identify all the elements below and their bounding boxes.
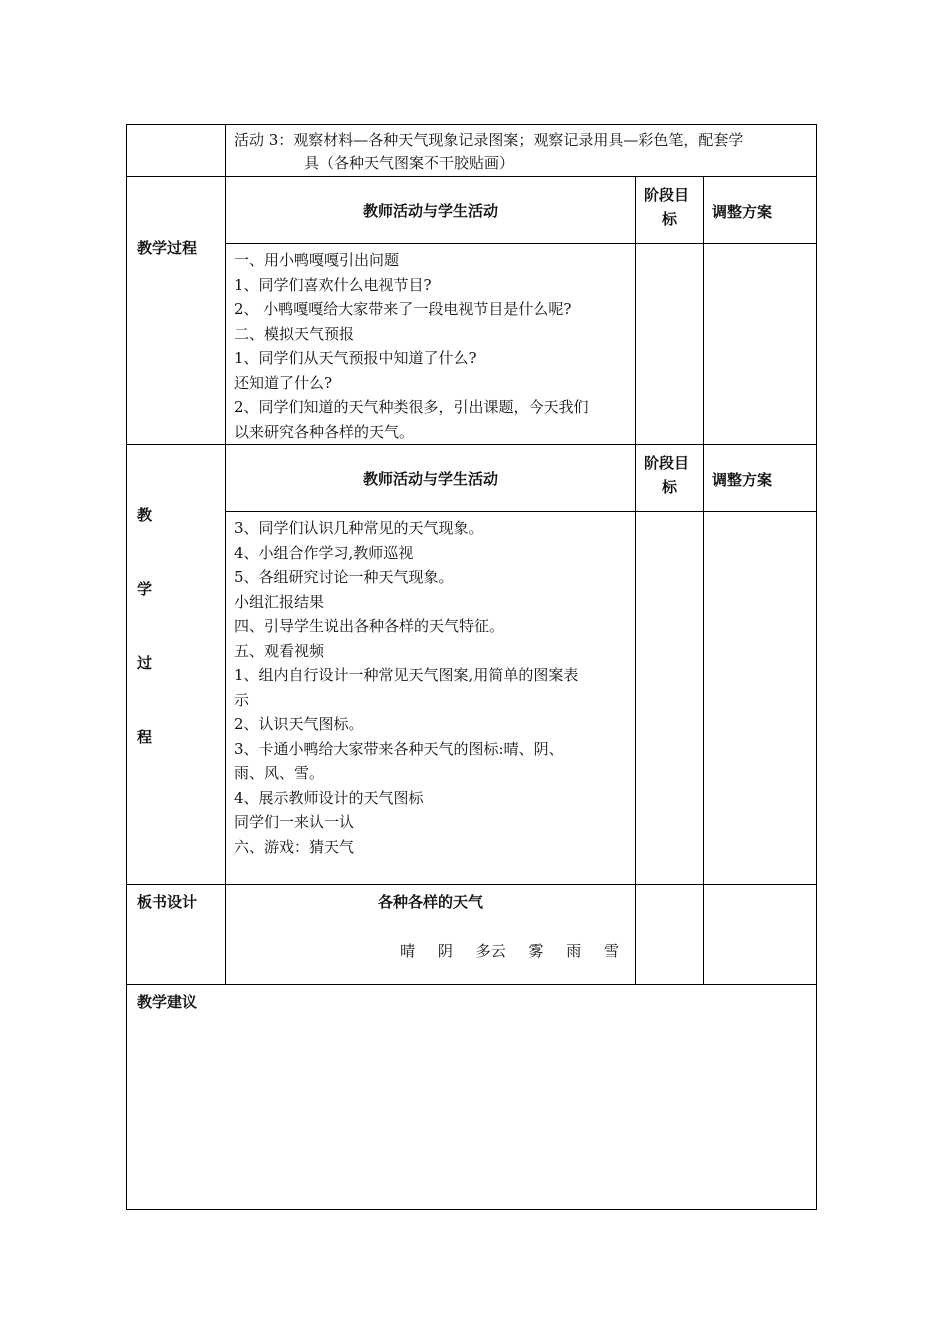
lesson-plan-table — [126, 124, 817, 1210]
section1-label-text: 教学过程 — [137, 239, 198, 257]
section2-content-row — [127, 512, 817, 885]
activity3-line1: 活动 3：观察材料—各种天气现象记录图案；观察记录用具—彩色笔，配套学 — [234, 131, 744, 149]
section2-line: 1、组内自行设计一种常见天气图案,用简单的图案表 — [234, 666, 579, 684]
section2-line: 小组汇报结果 — [234, 592, 325, 611]
activity3-cell — [226, 125, 817, 177]
section2-label-char: 学 — [137, 580, 153, 598]
section1-line: 1、同学们从天气预报中知道了什么? — [234, 349, 477, 367]
lesson-plan-page — [126, 124, 816, 1210]
section1-line: 2、同学们知道的天气种类很多，引出课题，今天我们 — [234, 398, 589, 416]
section1-header-goal-1: 阶段目 — [644, 186, 690, 204]
section2-line: 六、游戏：猜天气 — [234, 837, 355, 856]
section2-header-goal-2: 标 — [662, 478, 678, 496]
activity3-label-cell — [127, 125, 226, 177]
section1-line: 1、同学们喜欢什么电视节目? — [234, 275, 432, 294]
section2-header-goal-1: 阶段目 — [644, 454, 690, 472]
section2-line: 示 — [234, 690, 250, 709]
section1-header-row — [127, 177, 817, 244]
section2-line: 4、展示教师设计的天气图标 — [234, 788, 424, 807]
section1-line: 还知道了什么? — [234, 373, 333, 392]
suggestion-row — [127, 985, 817, 1210]
section2-label-char: 教 — [137, 506, 153, 524]
activity3-line2: 具（各种天气图案不干胶贴画） — [304, 154, 515, 172]
section1-line: 一、用小鸭嘎嘎引出问题 — [234, 251, 400, 269]
activity3-row — [127, 125, 817, 177]
section2-header-goal — [636, 445, 704, 512]
section2-line: 3、卡通小鸭给大家带来各种天气的图标:晴、阴、 — [234, 739, 564, 758]
section2-line: 3、同学们认识几种常见的天气现象。 — [234, 519, 484, 537]
section2-line: 五、观看视频 — [234, 641, 325, 660]
board-content — [226, 885, 636, 985]
section2-content — [226, 512, 636, 885]
board-label: 板书设计 — [127, 885, 226, 985]
section1-header-goal — [636, 177, 704, 244]
section2-label-char: 过 — [137, 654, 153, 672]
board-goal-cell — [636, 885, 704, 985]
section1-content-row — [127, 244, 817, 445]
section1-header-goal-2: 标 — [662, 210, 678, 228]
section2-header-adjust: 调整方案 — [704, 445, 817, 512]
section2-header-activity: 教师活动与学生活动 — [226, 445, 636, 512]
section2-line: 四、引导学生说出各种各样的天气特征。 — [234, 617, 505, 635]
section1-content — [226, 244, 636, 445]
section2-line: 2、认识天气图标。 — [234, 715, 364, 733]
section1-line: 2、 小鸭嘎嘎给大家带来了一段电视节目是什么呢? — [234, 300, 572, 318]
section1-goal-cell — [636, 244, 704, 445]
section2-adjust-cell — [704, 512, 817, 885]
section2-goal-cell — [636, 512, 704, 885]
board-adjust-cell — [704, 885, 817, 985]
section2-header-row — [127, 445, 817, 512]
suggestion-cell — [127, 985, 817, 1210]
section1-adjust-cell — [704, 244, 817, 445]
board-weather-list: 晴 阴 多云 雾 雨 雪 — [400, 942, 619, 960]
section1-line: 以来研究各种各样的天气。 — [234, 422, 415, 441]
section1-header-adjust: 调整方案 — [704, 177, 817, 244]
section1-line: 二、模拟天气预报 — [234, 324, 355, 343]
section2-label-char: 程 — [137, 728, 153, 746]
board-title: 各种各样的天气 — [377, 893, 483, 911]
section2-line: 5、各组研究讨论一种天气现象。 — [234, 568, 454, 586]
section1-label — [127, 177, 226, 445]
section2-line: 同学们一来认一认 — [234, 813, 355, 831]
section1-header-activity: 教师活动与学生活动 — [226, 177, 636, 244]
board-row — [127, 885, 817, 985]
section2-line: 雨、风、雪。 — [234, 764, 325, 782]
section2-line: 4、小组合作学习,教师巡视 — [234, 543, 414, 562]
section2-label — [127, 445, 226, 885]
suggestion-label: 教学建议 — [137, 993, 198, 1011]
